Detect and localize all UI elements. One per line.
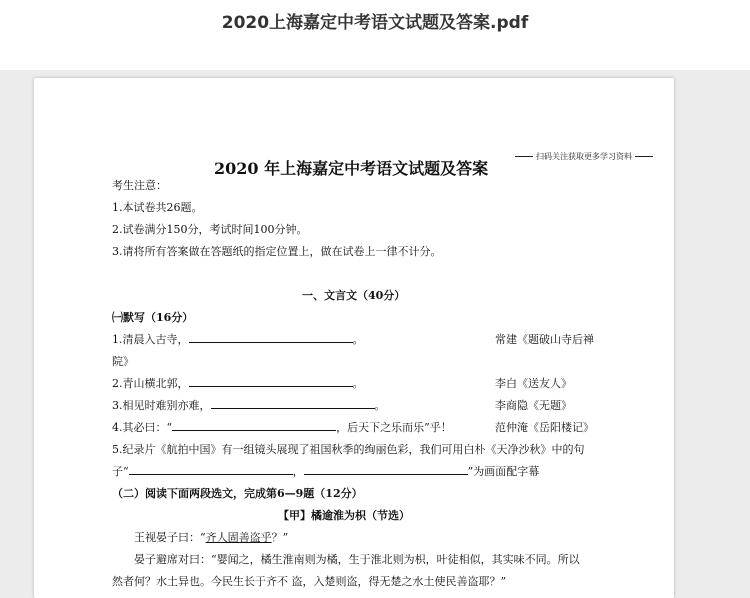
passage-line-3: 然者何？水土异也。今民生长于齐不 盗，入楚则盗，得无楚之水土使民善盗耶？” [112, 575, 507, 588]
question-4 [112, 419, 452, 435]
answer-blank-1[interactable] [189, 332, 353, 343]
question-2 [112, 375, 364, 391]
question-2-text: 2.青山横北郭， [112, 377, 189, 390]
passage-line-2: 晏子避席对曰：“婴闻之，橘生淮南则为橘，生于淮北则为枳，叶徒相似，其实味不同。所以 [134, 553, 580, 566]
question-3-source: 李商隐《无题》 [495, 399, 572, 412]
passage-title: 【甲】橘逾淮为枳（节选） [278, 509, 410, 522]
notice-item-3: 3.请将所有答案做在答题纸的指定位置上，做在试卷上一律不计分。 [112, 245, 442, 258]
question-1-source: 常建《题破山寺后禅 [495, 333, 594, 346]
notice-heading: 考生注意： [112, 179, 167, 192]
document-page [34, 78, 674, 598]
question-1-end: 。 [352, 333, 364, 346]
answer-blank-2[interactable] [189, 376, 353, 387]
document-title: 2020 年上海嘉定中考语文试题及答案 [214, 159, 489, 178]
question-2-end: 。 [352, 377, 364, 390]
part2-heading: （二）阅读下面两段选文，完成第6—9题（12分） [112, 487, 363, 500]
passage-line-1-post: ？” [271, 531, 289, 544]
qr-note [512, 151, 656, 162]
question-3-text: 3.相见时难别亦难， [112, 399, 211, 412]
answer-blank-4[interactable] [172, 420, 336, 431]
viewer-header [0, 0, 750, 70]
question-5-end: ”为画面配字幕 [467, 465, 540, 478]
qr-note-dash-left [515, 156, 533, 157]
part1-heading: ㈠默写（16分） [112, 311, 194, 324]
notice-item-2: 2.试卷满分150分，考试时间100分钟。 [112, 223, 308, 236]
question-1 [112, 331, 364, 347]
question-5-mid: ， [292, 465, 304, 478]
file-title: 2020上海嘉定中考语文试题及答案.pdf [221, 13, 529, 33]
passage-line-1 [134, 529, 288, 545]
question-5-prefix: 子“ [112, 465, 129, 478]
answer-blank-5b[interactable] [304, 464, 468, 475]
question-4-source: 范仲淹《岳阳楼记》 [495, 421, 594, 434]
question-5-line2 [112, 463, 539, 479]
question-4-end: ，后天下之乐而乐”乎！ [336, 421, 452, 434]
question-1-text: 1.清晨入古寺， [112, 333, 189, 346]
qr-note-dash-right [635, 156, 653, 157]
question-3-end: 。 [374, 399, 386, 412]
question-5-line1: 5.纪录片《航拍中国》有一组镜头展现了祖国秋季的绚丽色彩，我们可用白朴《天净沙秋》中的句 [112, 443, 585, 456]
section-heading: 一、文言文（40分） [302, 289, 406, 302]
qr-note-text: 扫码关注获取更多学习资料 [536, 152, 632, 161]
question-2-source: 李白《送友人》 [495, 377, 572, 390]
answer-blank-3[interactable] [211, 398, 375, 409]
passage-underlined: 齐人固善盗乎 [205, 531, 272, 544]
question-3 [112, 397, 386, 413]
question-1-source-cont: 院》 [112, 355, 134, 368]
answer-blank-5a[interactable] [129, 464, 293, 475]
question-4-text: 4.其必曰：“ [112, 421, 173, 434]
notice-item-1: 1.本试卷共26题。 [112, 201, 203, 214]
passage-line-1-pre: 王视晏子曰：“ [134, 531, 206, 544]
